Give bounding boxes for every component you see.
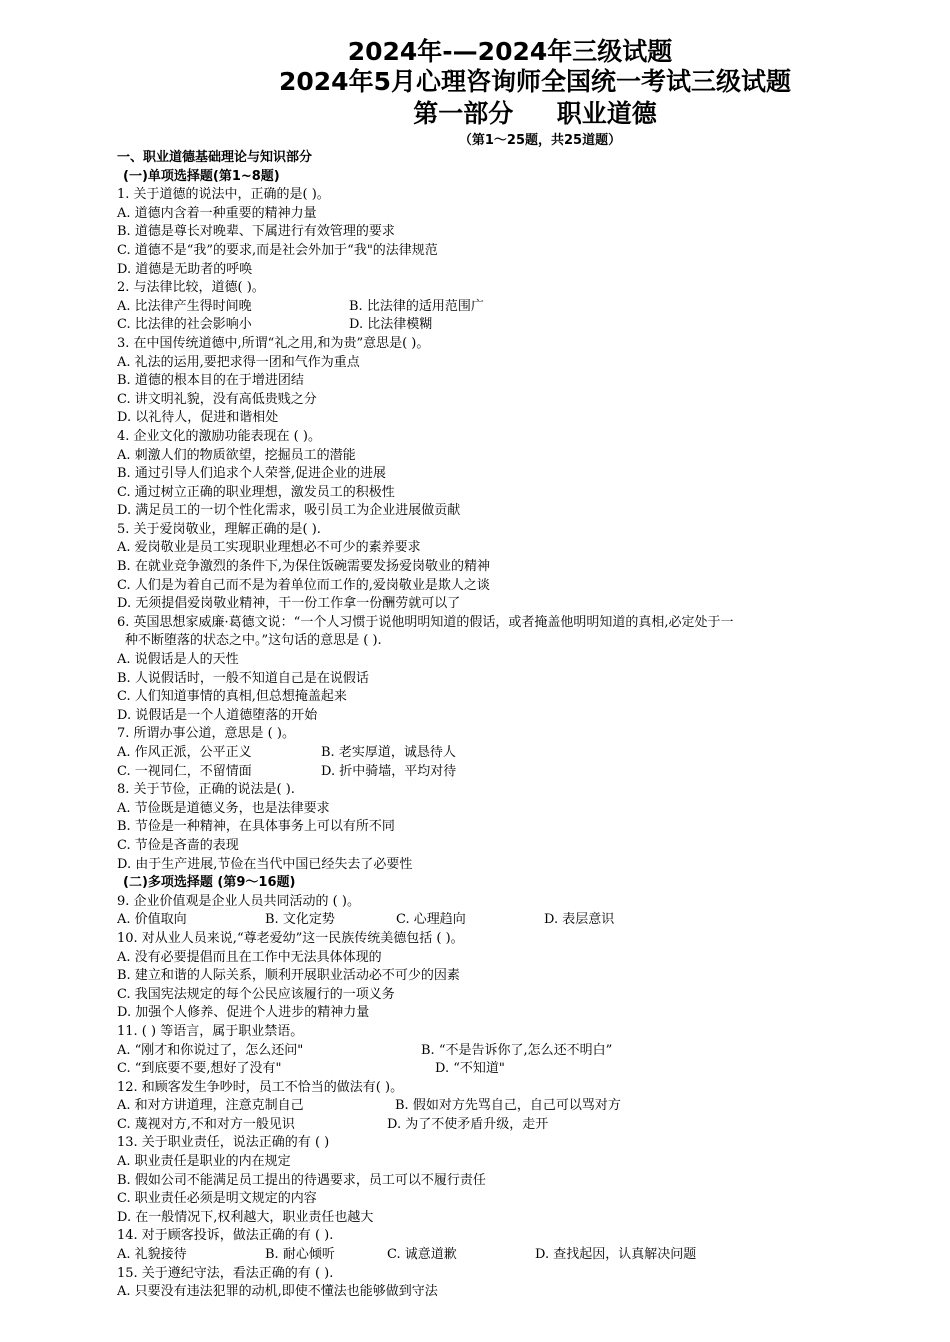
- option-row: [117, 1097, 937, 1116]
- option-item: A. 和对方讲道理，注意克制自己: [117, 1098, 304, 1114]
- option-item: D. 查找起因，认真解决问题: [535, 1247, 697, 1263]
- option-item: D. 折中骑墙，平均对待: [321, 763, 457, 779]
- option-line: C. 人们是为着自己而不是为着单位而工作的,爱岗敬业是欺人之谈: [117, 577, 490, 593]
- exam-year-title: 2024年-—2024年三级试题: [347, 37, 673, 66]
- question-stem: 10. 对从业人员来说,“尊老爱幼”这一民族传统美德包括 ( )。: [117, 930, 464, 946]
- option-line: C. 职业责任必须是明文规定的内容: [117, 1191, 317, 1207]
- option-line: A. 只要没有违法犯罪的动机,即使不懂法也能够做到守法: [117, 1284, 438, 1300]
- exam-main-title: 2024年5月心理咨询师全国统一考试三级试题: [279, 67, 791, 96]
- question-stem: 5. 关于爱岗敬业，理解正确的是( ).: [117, 521, 321, 537]
- option-line: B. 人说假话时，一般不知道自己是在说假话: [117, 670, 369, 686]
- part-number: 第一部分: [413, 99, 514, 128]
- option-item: D. 表层意识: [544, 912, 615, 928]
- option-row: [117, 1042, 937, 1061]
- option-row: [117, 1246, 937, 1265]
- option-line: A. 礼法的运用,要把求得一团和气作为重点: [117, 354, 360, 370]
- question-stem: 7. 所谓办事公道，意思是 ( )。: [117, 726, 295, 742]
- option-line: B. 节俭是一种精神，在具体事务上可以有所不同: [117, 819, 395, 835]
- part-title: [0, 94, 950, 130]
- option-item: C. 一视同仁，不留情面: [117, 763, 252, 779]
- question-stem: 9. 企业价值观是企业人员共同活动的 ( )。: [117, 893, 360, 909]
- option-item: A. 比法律产生得时间晚: [117, 298, 252, 314]
- option-item: C. 蔑视对方,不和对方一般见识: [117, 1116, 295, 1132]
- option-line: D. 道德是无助者的呼唤: [117, 261, 253, 277]
- option-line: B. 建立和谐的人际关系，顺利开展职业活动必不可少的因素: [117, 968, 460, 984]
- option-line: D. 说假话是一个人道德堕落的开始: [117, 707, 318, 723]
- option-item: C. 比法律的社会影响小: [117, 317, 252, 333]
- option-line: D. 由于生产进展,节俭在当代中国已经失去了必要性: [117, 856, 413, 872]
- option-item: B. 耐心倾听: [265, 1247, 335, 1263]
- option-line: B. 假如公司不能满足员工提出的待遇要求，员工可以不履行责任: [117, 1172, 486, 1188]
- option-line: C. 我国宪法规定的每个公民应该履行的一项义务: [117, 986, 395, 1002]
- option-item: D. 比法律模糊: [349, 317, 433, 333]
- option-line: D. 在一般情况下,权利越大，职业责任也越大: [117, 1209, 374, 1225]
- subsection-heading: (二)多项选择题 (第9～16题): [123, 875, 296, 891]
- question-stem: 6. 英国思想家威廉·葛德文说：“一个人习惯于说他明明知道的假话，或者掩盖他明明知道的真相,必定处于一: [117, 614, 734, 630]
- question-body: [117, 149, 937, 1302]
- option-line: D. 满足员工的一切个性化需求，吸引员工为企业进展做贡献: [117, 503, 461, 519]
- option-item: D. 为了不使矛盾升级，走开: [387, 1116, 549, 1132]
- option-line: B. 道德的根本目的在于增进团结: [117, 373, 304, 389]
- question-stem: 2. 与法律比较，道德( )。: [117, 280, 265, 296]
- option-line: A. 刺激人们的物质欲望，挖掘员工的潜能: [117, 447, 356, 463]
- option-row: [117, 298, 937, 317]
- question-stem: 3. 在中国传统道德中,所谓“礼之用,和为贵”意思是( )。: [117, 335, 430, 351]
- option-line: A. 爱岗敬业是员工实现职业理想必不可少的素养要求: [117, 540, 421, 556]
- question-stem: 8. 关于节俭，正确的说法是( ).: [117, 782, 295, 798]
- option-row: [117, 1060, 937, 1079]
- option-line: B. 通过引导人们追求个人荣誉,促进企业的进展: [117, 466, 386, 482]
- question-stem: 1. 关于道德的说法中，正确的是( )。: [117, 187, 330, 203]
- question-stem: 14. 对于顾客投诉，做法正确的有 ( ).: [117, 1228, 334, 1244]
- option-item: A. 作风正派，公平正义: [117, 745, 252, 760]
- option-row: [117, 744, 937, 763]
- option-line: C. 道德不是“我”的要求,而是社会外加于“我"的法律规范: [117, 242, 438, 258]
- part-name: 职业道德: [556, 99, 657, 128]
- question-stem: 13. 关于职业责任，说法正确的有 ( ): [117, 1135, 330, 1151]
- option-item: B. 文化定势: [265, 912, 335, 928]
- option-line: A. 职业责任是职业的内在规定: [117, 1154, 291, 1170]
- option-line: C. 人们知道事情的真相,但总想掩盖起来: [117, 689, 347, 705]
- option-item: A. 礼貌接待: [117, 1247, 187, 1263]
- question-stem: 4. 企业文化的激励功能表现在 ( )。: [117, 428, 321, 444]
- question-stem: 12. 和顾客发生争吵时，员工不恰当的做法有( )。: [117, 1079, 404, 1095]
- section-heading: 一、职业道德基础理论与知识部分: [117, 150, 313, 165]
- question-stem: 11. ( ) 等语言，属于职业禁语。: [117, 1023, 304, 1039]
- question-continuation: 种不断堕落的状态之中。”这句话的意思是 ( ).: [125, 633, 382, 649]
- question-stem: 15. 关于遵纪守法，看法正确的有 ( ).: [117, 1265, 334, 1281]
- option-row: [117, 316, 937, 335]
- option-item: A. 价值取向: [117, 912, 187, 928]
- option-line: A. 节俭既是道德义务，也是法律要求: [117, 800, 330, 816]
- option-line: D. 无须提倡爱岗敬业精神，干一份工作拿一份酬劳就可以了: [117, 596, 461, 612]
- option-item: D. “不知道": [435, 1061, 505, 1077]
- option-row: [117, 911, 937, 930]
- option-item: A. “刚才和你说过了，怎么还问": [117, 1042, 304, 1058]
- option-row: [117, 763, 937, 782]
- option-line: A. 道德内含着一种重要的精神力量: [117, 205, 317, 221]
- option-line: B. 在就业竞争激烈的条件下,为保住饭碗需要发扬爱岗敬业的精神: [117, 559, 490, 575]
- option-line: D. 以礼待人，促进和谐相处: [117, 410, 279, 426]
- option-item: B. “不是告诉你了,怎么还不明白”: [421, 1042, 613, 1058]
- option-item: C. 心理趋向: [396, 912, 466, 928]
- subsection-heading: (一)单项选择题(第1~8题): [123, 168, 280, 184]
- question-range-note: （第1～25题，共25道题）: [458, 133, 622, 148]
- option-line: D. 加强个人修养、促进个人进步的精神力量: [117, 1005, 370, 1021]
- option-line: C. 讲文明礼貌，没有高低贵贱之分: [117, 391, 317, 407]
- option-item: B. 老实厚道，诚恳待人: [321, 745, 456, 760]
- option-item: B. 比法律的适用范围广: [349, 298, 484, 314]
- option-line: B. 道德是尊长对晚辈、下属进行有效管理的要求: [117, 224, 395, 240]
- option-item: C. 诚意道歉: [387, 1247, 457, 1263]
- option-row: [117, 1116, 937, 1135]
- option-line: A. 没有必要提倡而且在工作中无法具体体现的: [117, 949, 382, 965]
- option-item: B. 假如对方先骂自己，自己可以骂对方: [395, 1098, 621, 1114]
- option-line: C. 通过树立正确的职业理想，激发员工的积极性: [117, 484, 395, 500]
- option-line: C. 节俭是吝啬的表现: [117, 837, 239, 853]
- option-item: C. “到底要不要,想好了没有": [117, 1061, 282, 1077]
- option-line: A. 说假话是人的天性: [117, 652, 239, 668]
